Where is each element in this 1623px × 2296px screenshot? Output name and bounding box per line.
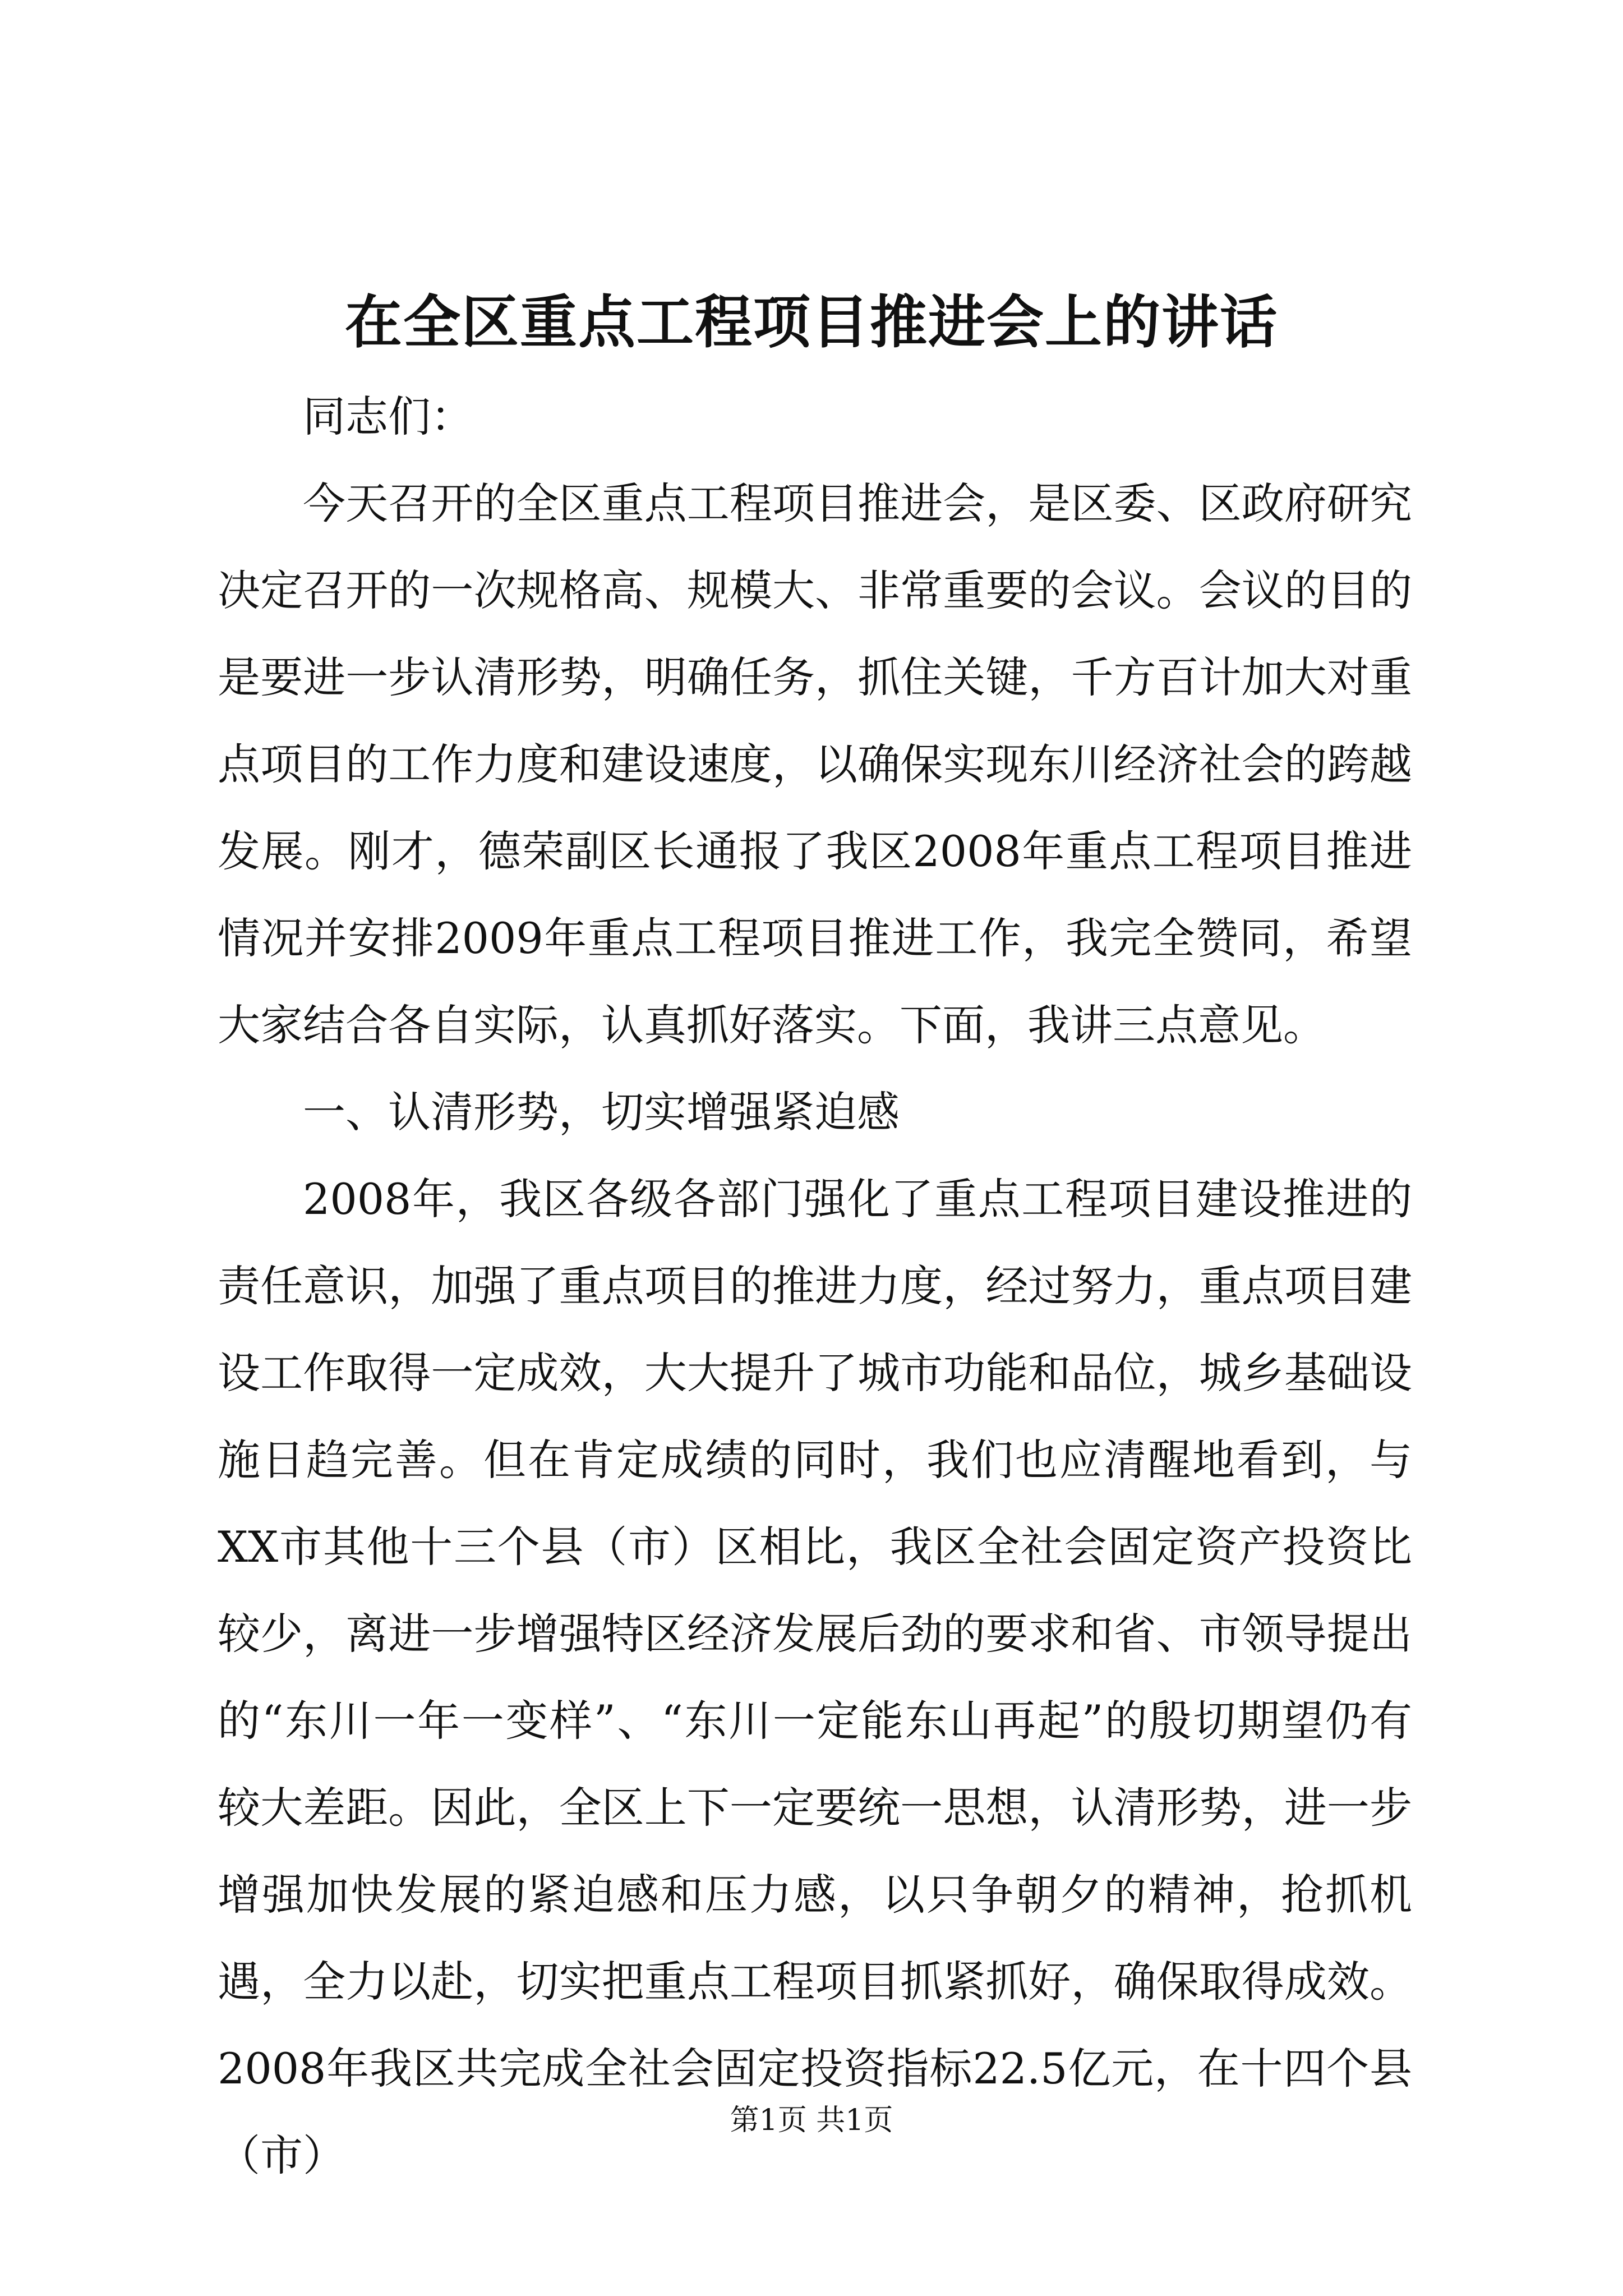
document-body	[218, 373, 1412, 2199]
body-paragraph: 今天召开的全区重点工程项目推进会，是区委、区政府研究决定召开的一次规格高、规模大、非常重要的会议。会议的目的是要进一步认清形势，明确任务，抓住关键，千方百计加大对重点项目的工作力度和建设速度，以确保实现东川经济社会的跨越发展。刚才，德荣副区长通报了我区2008年重点工程项目推进情况并安排2009年重点工程项目推进工作，我完全赞同，希望大家结合各自实际，认真抓好落实。下面，我讲三点意见。	[218, 478, 1412, 1050]
salutation-paragraph: 同志们：	[303, 392, 473, 441]
section-heading: 一、认清形势，切实增强紧迫感	[303, 1087, 900, 1137]
document-title: 在全区重点工程项目推进会上的讲话	[345, 289, 1278, 356]
body-paragraph: 2008年，我区各级各部门强化了重点工程项目建设推进的责任意识，加强了重点项目的推进力度，经过努力，重点项目建设工作取得一定成效，大大提升了城市功能和品位，城乡基础设施日趋完善。但在肯定成绩的同时，我们也应清醒地看到，与XX市其他十三个县（市）区相比，我区全社会固定资产投资比较少，离进一步增强特区经济发展后劲的要求和省、市领导提出的“东川一年一变样”、“东川一定能东山再起”的殷切期望仍有较大差距。因此，全区上下一定要统一思想，认清形势，进一步增强加快发展的紧迫感和压力感，以只争朝夕的精神，抢抓机遇，全力以赴，切实把重点工程项目抓紧抓好，确保取得成效。2008年我区共完成全社会固定投资指标22.5亿元，在十四个县（市）	[218, 1174, 1412, 2180]
page-footer: 第1页 共1页	[730, 2104, 893, 2137]
